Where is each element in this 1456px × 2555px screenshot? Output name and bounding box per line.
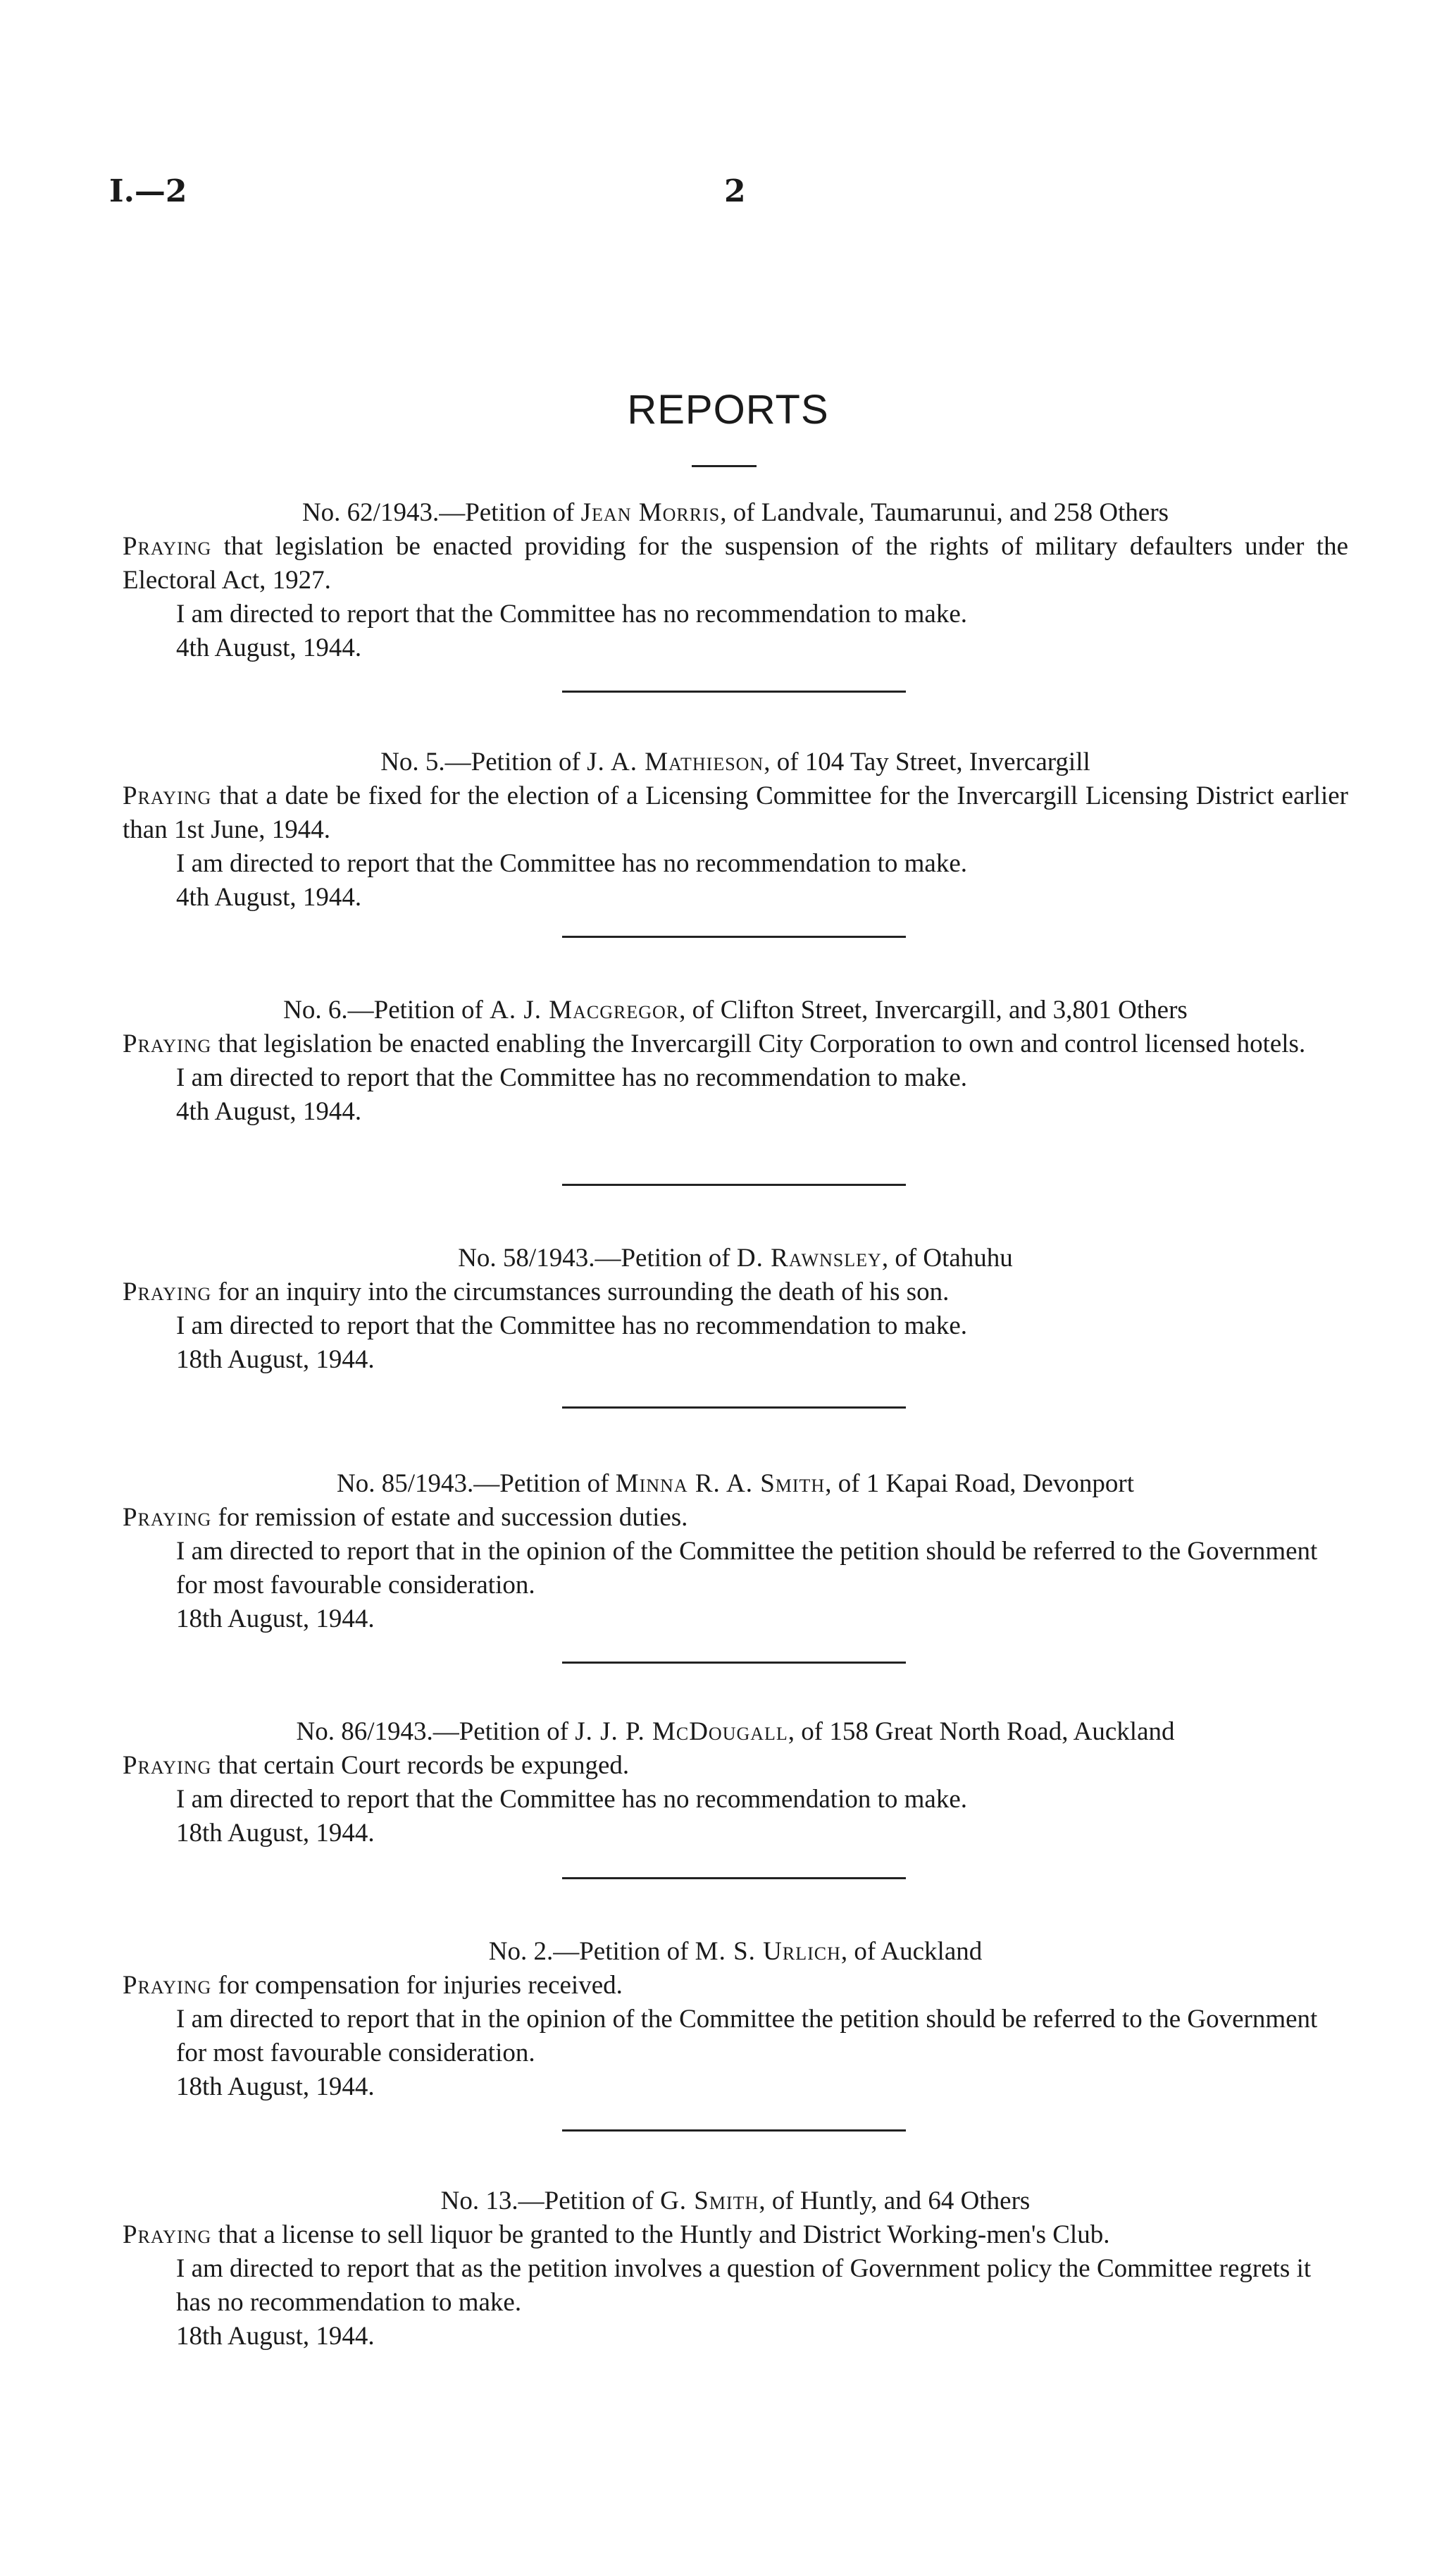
report-text: I am directed to report that as the petition involves a question of Government policy the Committee regrets it has no recommendation to make. (176, 2254, 1312, 2317)
report-text: I am directed to report that in the opinion of the Committee the petition should be referred to the Government for most favourable consideration. (176, 2005, 1318, 2067)
report-date: 18th August, 1944. (176, 2072, 375, 2101)
praying-label: Praying (123, 1971, 212, 2000)
praying-paragraph: Praying that legislation be enacted providing for the suspension of the rights of military defaulters under the Electoral Act, 1927. (123, 532, 1348, 595)
report-date: 18th August, 1944. (176, 1604, 375, 1633)
praying-label: Praying (123, 1029, 212, 1058)
petition-section (123, 1935, 1348, 2104)
petition-section (123, 994, 1348, 1129)
section-divider (562, 691, 906, 693)
praying-label: Praying (123, 781, 212, 810)
section-divider (562, 2129, 906, 2132)
report-date: 18th August, 1944. (176, 1345, 375, 1374)
petition-heading: No. 62/1943.—Petition of Jean Morris, of Landvale, Taumarunui, and 258 Others (301, 498, 1169, 527)
petitioner-name: J. A. Mathieson (587, 748, 764, 777)
petitioner-name: M. S. Urlich (695, 1937, 841, 1966)
petition-heading: No. 85/1943.—Petition of Minna R. A. Smith, of 1 Kapai Road, Devonport (337, 1469, 1134, 1498)
section-divider (562, 936, 906, 938)
section-divider (562, 1877, 906, 1879)
report-date: 4th August, 1944. (176, 1097, 362, 1126)
report-date: 4th August, 1944. (176, 633, 362, 662)
praying-paragraph: Praying that legislation be enacted enabling the Invercargill City Corporation to own and control licensed hotels. (123, 1029, 1306, 1058)
petitioner-name: Jean Morris (580, 498, 721, 527)
petition-heading: No. 86/1943.—Petition of J. J. P. McDougall, of 158 Great North Road, Auckland (296, 1717, 1175, 1746)
petition-heading: No. 2.—Petition of M. S. Urlich, of Auckland (488, 1937, 983, 1966)
praying-paragraph: Praying that a license to sell liquor be granted to the Huntly and District Working-men's Club. (123, 2220, 1110, 2249)
praying-paragraph: Praying for compensation for injuries received. (123, 1971, 623, 2000)
praying-label: Praying (123, 532, 212, 561)
page-title: REPORTS (627, 387, 829, 433)
section-divider (562, 1406, 906, 1409)
petitioner-name: D. Rawnsley (736, 1244, 882, 1273)
report-date: 4th August, 1944. (176, 883, 362, 912)
petitioner-name: G. Smith (660, 2186, 759, 2215)
petition-section (123, 2184, 1348, 2353)
report-date: 18th August, 1944. (176, 2322, 375, 2351)
petition-heading: No. 5.—Petition of J. A. Mathieson, of 104 Tay Street, Invercargill (380, 748, 1090, 777)
title-rule (692, 465, 757, 467)
petition-section (123, 1715, 1348, 1850)
petition-section (123, 1467, 1348, 1636)
report-text: I am directed to report that the Committee has no recommendation to make. (176, 1311, 968, 1340)
section-divider (562, 1184, 906, 1186)
praying-paragraph: Praying that a date be fixed for the election of a Licensing Committee for the Invercargill Licensing District earlier than 1st June, 1944. (123, 781, 1348, 844)
praying-label: Praying (123, 2220, 212, 2249)
praying-label: Praying (123, 1503, 212, 1532)
paper-reference: I.—2 (109, 173, 187, 209)
praying-paragraph: Praying for remission of estate and succession duties. (123, 1503, 688, 1532)
section-divider (562, 1662, 906, 1664)
praying-label: Praying (123, 1278, 212, 1306)
report-text: I am directed to report that in the opinion of the Committee the petition should be referred to the Government for most favourable consideration. (176, 1537, 1318, 1600)
petitioner-name: J. J. P. McDougall (575, 1717, 788, 1746)
petition-heading: No. 6.—Petition of A. J. Macgregor, of Clifton Street, Invercargill, and 3,801 Others (283, 996, 1188, 1025)
petition-heading: No. 13.—Petition of G. Smith, of Huntly, and 64 Others (440, 2186, 1031, 2215)
report-text: I am directed to report that the Committee has no recommendation to make. (176, 849, 968, 878)
petitioner-name: A. J. Macgregor (490, 996, 680, 1025)
petition-section (123, 496, 1348, 665)
petitioner-name: Minna R. A. Smith (615, 1469, 826, 1498)
praying-label: Praying (123, 1751, 212, 1780)
petition-section (123, 1242, 1348, 1377)
page-number: 2 (724, 173, 746, 209)
praying-paragraph: Praying that certain Court records be expunged. (123, 1751, 630, 1780)
praying-paragraph: Praying for an inquiry into the circumstances surrounding the death of his son. (123, 1278, 950, 1306)
report-text: I am directed to report that the Committee has no recommendation to make. (176, 1785, 968, 1814)
report-text: I am directed to report that the Committee has no recommendation to make. (176, 1063, 968, 1092)
petition-heading: No. 58/1943.—Petition of D. Rawnsley, of Otahuhu (458, 1244, 1013, 1273)
report-text: I am directed to report that the Committee has no recommendation to make. (176, 600, 968, 629)
petition-section (123, 746, 1348, 915)
report-date: 18th August, 1944. (176, 1819, 375, 1848)
